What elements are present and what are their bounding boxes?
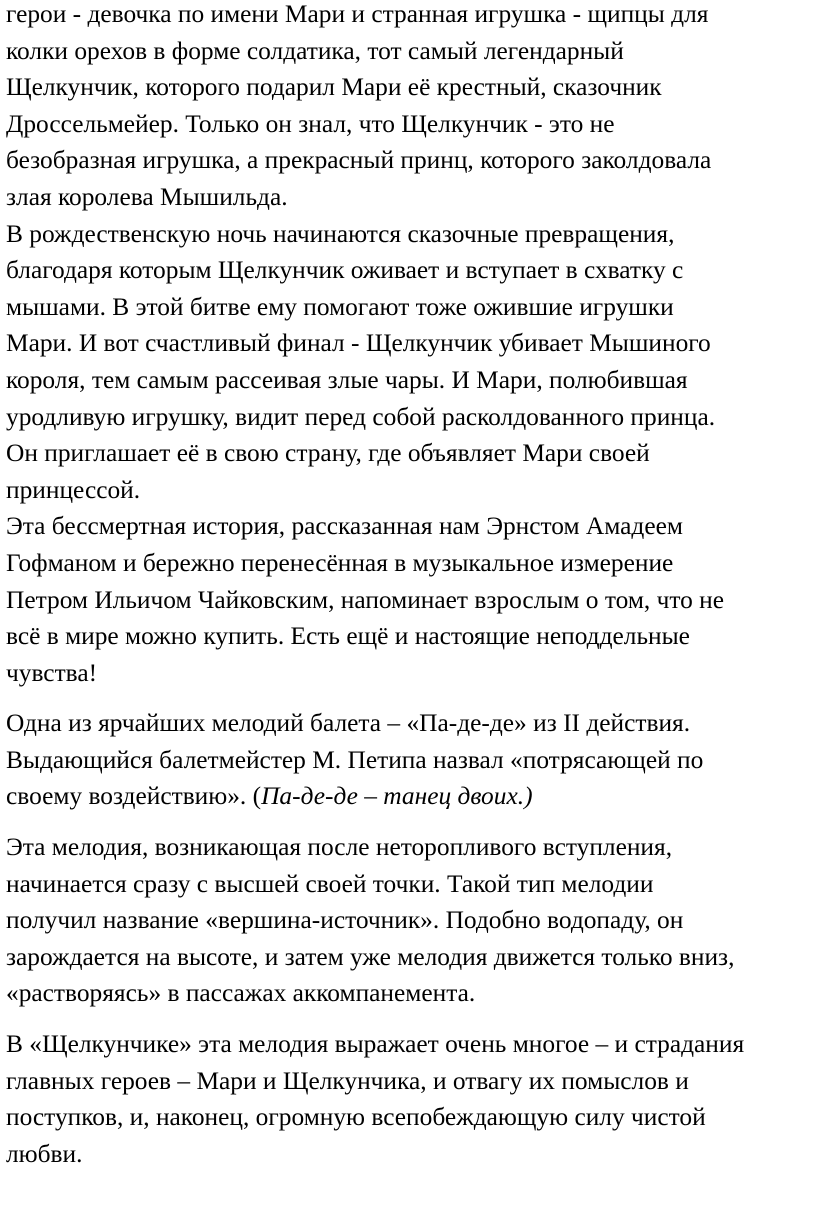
text-line: Выдающийся балетмейстер М. Петипа назвал «потрясающей по xyxy=(6,745,704,774)
paragraph-heroes xyxy=(6,0,810,216)
paragraph-melody xyxy=(6,829,810,1012)
text-line: герои - девочка по имени Мари и странная игрушка - щипцы для xyxy=(6,0,709,28)
text-line: принцессой. xyxy=(6,475,141,504)
paragraph-nutcracker-melody xyxy=(6,1026,810,1172)
text-line: поступков, и, наконец, огромную всепобеждающую силу чистой xyxy=(6,1103,706,1132)
text-line: Он приглашает её в свою страну, где объявляет Мари своей xyxy=(6,439,650,468)
paragraph-christmas-night xyxy=(6,216,810,509)
text-line: В «Щелкунчике» эта мелодия выражает очень многое – и страдания xyxy=(6,1030,745,1059)
text-line: зарождается на высоте, и затем уже мелодия движется только вниз, xyxy=(6,942,735,971)
text-line: Эта мелодия, возникающая после неторопливого вступления, xyxy=(6,833,673,862)
text-line: Эта бессмертная история, рассказанная нам Эрнстом Амадеем xyxy=(6,512,683,541)
text-line: начинается сразу с высшей своей точки. Такой тип мелодии xyxy=(6,869,654,898)
text-line: колки орехов в форме солдатика, тот самый легендарный xyxy=(6,36,624,65)
text-line: В рождественскую ночь начинаются сказочные превращения, xyxy=(6,219,675,248)
text-line: всё в мире можно купить. Есть ещё и настоящие неподдельные xyxy=(6,622,690,651)
text-line: главных героев – Мари и Щелкунчика, и отвагу их помыслов и xyxy=(6,1066,689,1095)
text-line: любви. xyxy=(6,1139,83,1168)
text-line: Одна из ярчайших мелодий балета – «Па-де-де» из II действия. xyxy=(6,709,691,738)
text-line: злая королева Мышильда. xyxy=(6,182,288,211)
text-italic-definition: Па-де-де – танец двоих.) xyxy=(261,782,533,811)
text-line: получил название «вершина-источник». Подобно водопаду, он xyxy=(6,906,684,935)
text-line: уродливую игрушку, видит перед собой расколдованного принца. xyxy=(6,402,716,431)
text-line: короля, тем самым рассеивая злые чары. И Мари, полюбившая xyxy=(6,365,688,394)
text-line: Гофманом и бережно перенесённая в музыкальное измерение xyxy=(6,548,674,577)
text-line: «растворяясь» в пассажах аккомпанемента. xyxy=(6,979,476,1008)
text-line: Дроссельмейер. Только он знал, что Щелкунчик - это не xyxy=(6,109,615,138)
text-line: чувства! xyxy=(6,658,98,687)
text-line: Петром Ильичом Чайковским, напоминает взрослым о том, что не xyxy=(6,585,725,614)
text-line-mixed xyxy=(6,778,810,815)
text-line: Мари. И вот счастливый финал - Щелкунчик убивает Мышиного xyxy=(6,329,711,358)
paragraph-immortal-story xyxy=(6,508,810,691)
paragraph-pas-de-deux xyxy=(6,705,810,815)
text-plain: своему воздействию». ( xyxy=(6,782,262,811)
text-line: благодаря которым Щелкунчик оживает и вступает в схватку с xyxy=(6,256,684,285)
text-line: мышами. В этой битве ему помогают тоже ожившие игрушки xyxy=(6,292,674,321)
text-line: Щелкунчик, которого подарил Мари её крестный, сказочник xyxy=(6,73,662,102)
text-line: безобразная игрушка, а прекрасный принц, которого заколдовала xyxy=(6,146,712,175)
